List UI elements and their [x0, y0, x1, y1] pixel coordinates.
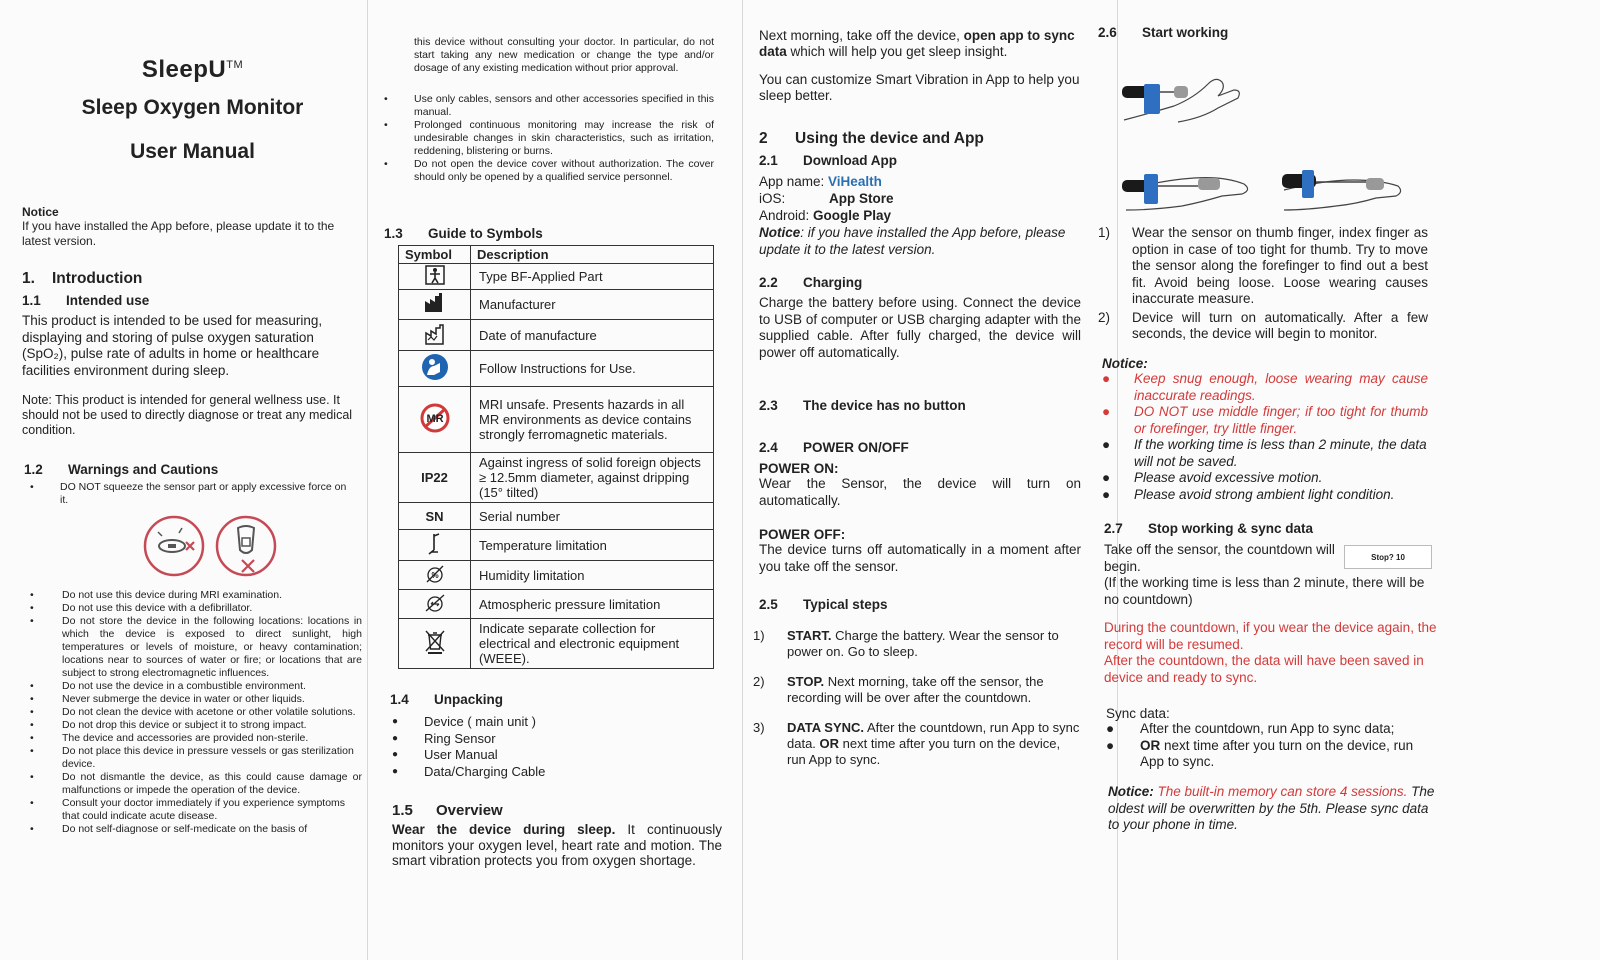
svg-text:MR: MR — [425, 413, 444, 425]
table-row — [399, 453, 714, 503]
weee-icon — [399, 619, 471, 669]
symbols-table — [398, 245, 714, 669]
list-item: • Use only cables, sensors and other accessories specified in this manual. — [382, 93, 714, 119]
symbol-description: Against ingress of solid foreign objects ≥ 12.5mm diameter, against dripping (15° tilted) — [471, 453, 714, 503]
charging-text: Charge the battery before using. Connect the device to USB of computer or USB charging adapter with the supplied cable. After fully charged, the device will power off automatically. — [759, 295, 1081, 360]
section-heading-download-app: 2.1 Download App — [759, 153, 897, 168]
column-4 — [1098, 0, 1478, 960]
trademark-mark: TM — [226, 59, 244, 71]
section-heading-symbols: 1.3 Guide to Symbols — [384, 226, 543, 241]
accessory-warnings-list — [382, 93, 714, 184]
section-heading-warnings: 1.2 Warnings and Cautions — [24, 462, 219, 477]
column-1 — [0, 0, 367, 960]
list-item: • The device and accessories are provided non-sterile. — [28, 732, 362, 745]
table-row — [399, 290, 714, 320]
table-header-row — [399, 246, 714, 264]
list-item: • Prolonged continuous monitoring may increase the risk of undesirable changes in skin characteristics, such as irritation, reddening, blistering or burns. — [382, 119, 714, 158]
pressure-limitation-icon — [399, 590, 471, 619]
table-row — [399, 590, 714, 619]
column-2 — [368, 0, 742, 960]
intended-use-text: This product is intended to be used for measuring, displaying and storing of pulse oxygen saturation (SpO₂), pulse rate of adults in home or healthcare facilities environment during sleep. — [22, 313, 323, 378]
section-heading-typical-steps: 2.5 Typical steps — [759, 597, 888, 612]
android-line: Android: Google Play — [759, 208, 892, 223]
no-force-icon — [217, 517, 275, 575]
list-item: • Consult your doctor immediately if you experience symptoms that could indicate acute disease. — [28, 797, 362, 823]
symbol-description: Humidity limitation — [471, 561, 714, 590]
sync-steps-list — [1106, 721, 1436, 771]
symbol-description: Indicate separate collection for electrical and electronic equipment (WEEE). — [471, 619, 714, 669]
table-row — [399, 264, 714, 290]
list-item: ● Please avoid strong ambient light condition. — [1102, 486, 1395, 502]
table-row — [399, 561, 714, 590]
symbol-description: Date of manufacture — [471, 320, 714, 351]
countdown-screen-box: Stop? 10 — [1344, 545, 1432, 569]
humidity-limitation-icon — [399, 561, 471, 590]
symbol-description: Follow Instructions for Use. — [471, 351, 714, 387]
date-of-manufacture-icon — [399, 320, 471, 351]
section-heading-stop-working: 2.7 Stop working & sync data — [1104, 521, 1314, 536]
symbol-column-header: Symbol — [399, 246, 471, 264]
list-item: ● After the countdown, run App to sync data; — [1106, 721, 1395, 736]
symbol-description: Temperature limitation — [471, 530, 714, 561]
brand-name: SleepU™ — [141, 56, 244, 83]
ip22-symbol: IP22 — [399, 453, 471, 503]
list-item: • Do not clean the device with acetone or other volatile solutions. — [28, 706, 362, 719]
memory-notice: Notice: The built-in memory can store 4 sessions. The oldest will be overwritten by the 5th. Please sync data to your phone in time. — [1108, 784, 1435, 832]
power-off-text: The device turns off automatically in a moment after you take off the sensor. — [759, 542, 1081, 574]
power-on-block — [759, 461, 1081, 509]
countdown-note: (If the working time is less than 2 minute, there will be no countdown) — [1104, 575, 1425, 607]
symbol-description: Manufacturer — [471, 290, 714, 320]
list-item: ● Please avoid excessive motion. — [1102, 470, 1323, 485]
notice-list — [1102, 371, 1428, 503]
table-row — [399, 530, 714, 561]
list-item: 1) Wear the sensor on thumb finger, index finger as option in case of too tight for thumb. Try to move the sensor along the forefinger to find out a best fit. Avoid being loose. Loose wearing causes inaccurate measure. — [1098, 225, 1428, 306]
list-item: • Do not drop this device or subject it to strong impact. — [28, 719, 362, 732]
list-item: • Do not self-diagnose or self-medicate on the basis of — [28, 823, 362, 836]
notice-title: Notice — [22, 205, 59, 219]
no-squeeze-icon — [145, 517, 203, 575]
list-item: • DO NOT squeeze the sensor part or apply excessive force on it. — [28, 481, 348, 507]
table-row — [399, 320, 714, 351]
temperature-limitation-icon — [399, 530, 471, 561]
table-row — [399, 351, 714, 387]
squeeze-warning-illustration — [142, 514, 282, 578]
power-on-label: POWER ON: — [759, 461, 839, 476]
symbol-description: MRI unsafe. Presents hazards in all MR environments as device contains strongly ferromagnetic materials. — [471, 387, 714, 453]
ios-line: iOS: App Store — [759, 191, 894, 206]
app-name-value: ViHealth — [828, 174, 882, 189]
smart-vibration-text: You can customize Smart Vibration in App to help you sleep better. — [759, 72, 1080, 103]
table-row — [399, 619, 714, 669]
table-row — [399, 387, 714, 453]
list-item: ● If the working time is less than 2 minute, the data will not be saved. — [1102, 437, 1427, 469]
section-heading-no-button: 2.3 The device has no button — [759, 398, 966, 413]
symbol-description: Serial number — [471, 503, 714, 530]
warning-first-list — [28, 481, 348, 507]
notice-text: If you have installed the App before, please update it to the latest version. — [22, 219, 335, 248]
list-item: • Do not dismantle the device, as this could cause damage or malfunctions or impede the operation of the device. — [28, 771, 362, 797]
sync-data-block — [1106, 706, 1436, 771]
stop-text: Take off the sensor, the countdown will begin. — [1104, 542, 1335, 574]
list-item: ● User Manual — [390, 747, 710, 764]
manufacturer-icon — [399, 290, 471, 320]
section-heading-using-device: 2 Using the device and App — [759, 130, 984, 147]
list-item: • Do not store the device in the following locations: locations in which the device is exposed to direct sunlight, high temperatures or levels of moisture, or heavy contamination; locations near to sources of water or fire; or locations that are subject to strong electromagnetic influences. — [28, 615, 362, 680]
wearing-notice-block — [1102, 356, 1428, 503]
section-heading-introduction: 1. Introduction — [22, 270, 143, 287]
section-heading-intended-use: 1.1 Intended use — [22, 293, 150, 308]
list-item: ● Data/Charging Cable — [390, 764, 710, 781]
section-heading-power: 2.4 POWER ON/OFF — [759, 440, 909, 455]
symbol-description: Type BF-Applied Part — [471, 264, 714, 290]
svg-text:%: % — [430, 570, 439, 580]
overview-text: Wear the device during sleep. It continuously monitors your oxygen level, heart rate and motion. The smart vibration protects you from oxygen shortage. — [392, 822, 722, 868]
bf-applied-part-icon — [399, 264, 471, 290]
warning-continuation-text: this device without consulting your doctor. In particular, do not start taking any new medication or change the type and/or dosage of any existing medication without prior approval. — [414, 36, 714, 74]
index-finger-wearing-illustration — [1118, 160, 1258, 220]
app-info-block — [759, 173, 1089, 258]
table-row — [399, 503, 714, 530]
list-item: • Do not use this device with a defibrillator. — [28, 602, 362, 615]
list-item: • Do not use the device in a combustible environment. — [28, 680, 362, 693]
list-item: 1) START. Charge the battery. Wear the sensor to power on. Go to sleep. — [753, 628, 1059, 659]
list-item: ● OR next time after you turn on the device, run App to sync. — [1106, 737, 1414, 769]
list-item: • Do not place this device in pressure vessels or gas sterilization device. — [28, 745, 362, 771]
section-heading-overview: 1.5 Overview — [392, 802, 503, 819]
product-subtitle: Sleep Oxygen Monitor — [81, 96, 304, 119]
power-on-text: Wear the Sensor, the device will turn on automatically. — [759, 476, 1081, 508]
document-type: User Manual — [130, 140, 255, 163]
thumb-wearing-illustration — [1118, 60, 1248, 130]
warnings-list — [28, 589, 362, 836]
sync-intro-text: Next morning, take off the device, open app to sync data which will help you get sleep insight. — [759, 28, 1075, 59]
symbol-description: Atmospheric pressure limitation — [471, 590, 714, 619]
list-item: • Do not use this device during MRI examination. — [28, 589, 362, 602]
data-saved-text: After the countdown, the data will have been saved in device and ready to sync. — [1104, 653, 1424, 685]
list-item: ● Device ( main unit ) — [390, 714, 710, 731]
section-heading-unpacking: 1.4 Unpacking — [390, 692, 504, 707]
list-item: 2) STOP. Next morning, take off the sensor, the recording will be over after the countdown. — [753, 674, 1044, 705]
notice-block — [22, 205, 362, 249]
follow-instructions-icon — [399, 351, 471, 387]
power-off-label: POWER OFF: — [759, 527, 846, 542]
app-name-line: App name: ViHealth — [759, 174, 882, 189]
unpacking-list — [390, 714, 710, 780]
typical-steps-list — [743, 628, 1081, 782]
title-block — [0, 56, 385, 164]
list-item: ● Keep snug enough, loose wearing may cause inaccurate readings. — [1102, 371, 1428, 403]
section-heading-start-working: 2.6 Start working — [1098, 25, 1229, 40]
list-item: • Never submerge the device in water or other liquids. — [28, 693, 362, 706]
section-heading-charging: 2.2 Charging — [759, 275, 863, 290]
resume-recording-text: During the countdown, if you wear the device again, the record will be resumed. — [1104, 620, 1437, 652]
sync-label: Sync data: — [1106, 706, 1170, 721]
list-item: • Do not open the device cover without authorization. The cover should only be opened by a qualified service personnel. — [382, 158, 714, 184]
list-item: 3) DATA SYNC. After the countdown, run App to sync data. OR next time after you turn on the device, run App to sync. — [753, 720, 1080, 767]
mri-unsafe-icon — [399, 387, 471, 453]
wearing-steps-list — [1098, 225, 1428, 343]
list-item: ● DO NOT use middle finger; if too tight for thumb or forefinger, try little finger. — [1102, 404, 1428, 436]
app-notice: Notice: if you have installed the App before, please update it to the latest version. — [759, 225, 1066, 257]
serial-number-symbol: SN — [399, 503, 471, 530]
list-item: 2) Device will turn on automatically. After a few seconds, the device will begin to monitor. — [1098, 309, 1428, 341]
column-3 — [743, 0, 1117, 960]
description-column-header: Description — [471, 246, 714, 264]
list-item: ● Ring Sensor — [390, 731, 710, 748]
power-off-block — [759, 527, 1081, 575]
notice-label: Notice: — [1102, 356, 1148, 371]
little-finger-wearing-illustration — [1278, 160, 1408, 220]
general-wellness-note: Note: This product is intended for general wellness use. It should not be used to directly diagnose or treat any medical condition. — [22, 393, 353, 437]
